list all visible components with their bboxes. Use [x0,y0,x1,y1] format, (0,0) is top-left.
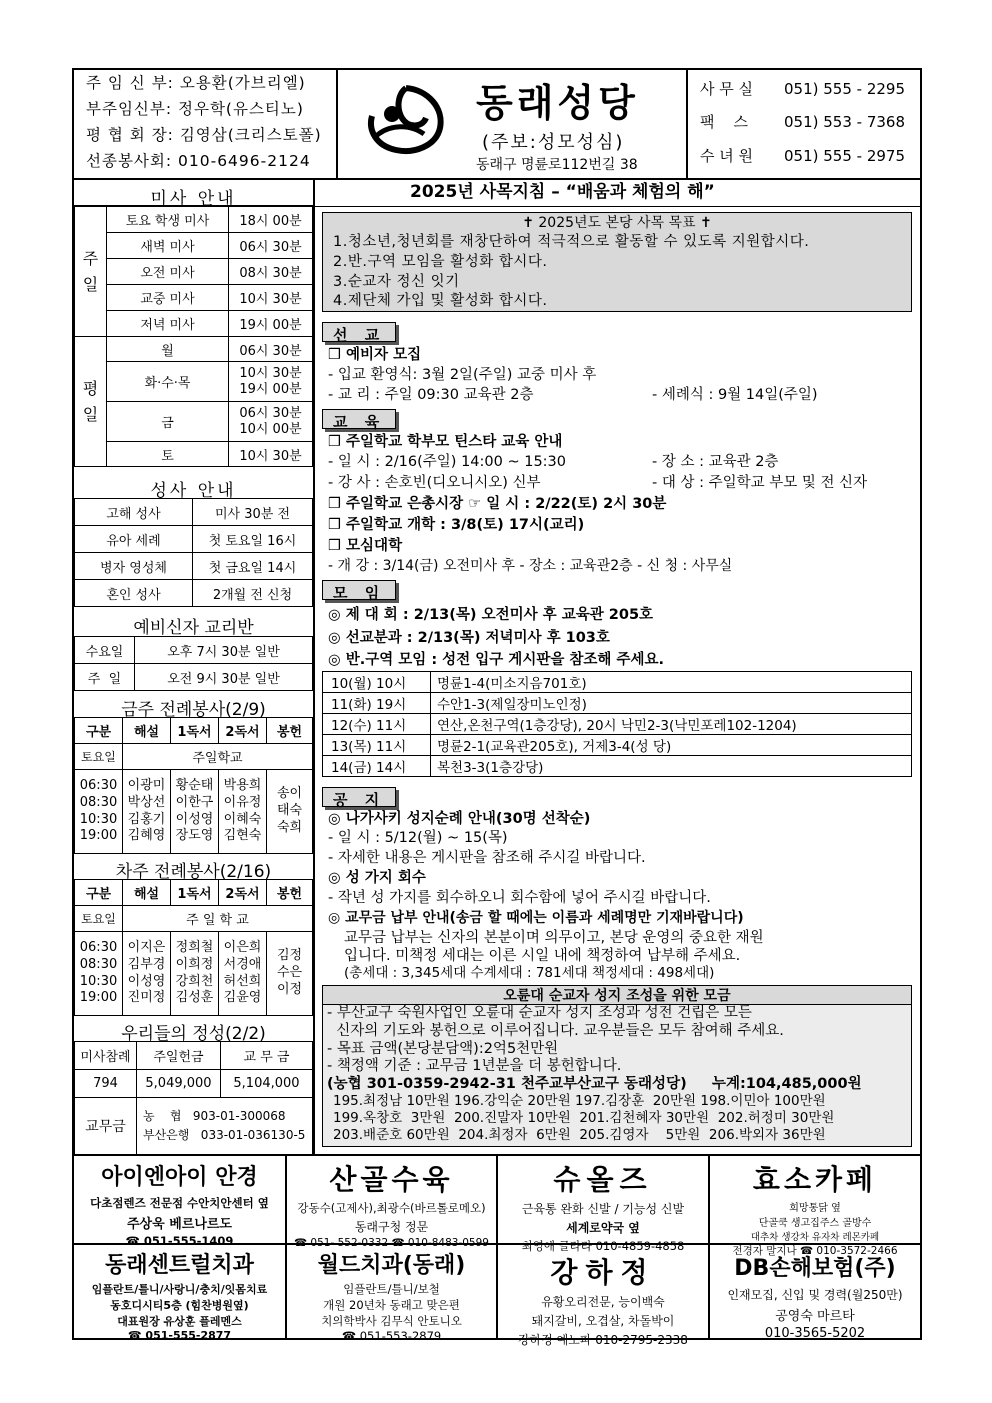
church-patron: (주보:성모성심) [482,132,625,153]
ad-central-dental: 동래센트럴치과 임플란트/틀니/사랑니/충치/잇몸치료 동호디시티5층 (힘찬병원옆) 대표원장 유상훈 플레멘스 ☎ 051-555-2877 [91,1253,268,1342]
mass-title: 미사 안내 [74,180,313,206]
fundraising-line: 신자의 기도와 봉헌으로 이루어집니다. 교우분들은 모두 참여해 주세요. [327,1023,784,1039]
ministry-next-title: 차주 전례봉사(2/16) [115,862,272,882]
fundraising-line: - 목표 금액(본당분담액):2억5천만원 [327,1041,559,1057]
goal-item: 2.반.구역 모임을 활성화 합시다. [333,254,548,270]
edu-line: - 일 시 : 2/16(주일) 14:00 ~ 15:30 [328,454,567,470]
meeting-line: ◎ 반.구역 모임 : 성전 입구 게시판을 참조해 주세요. [328,652,664,668]
church-address: 동래구 명륜로112번길 38 [476,157,638,173]
fundraising-line: - 책정액 기준 : 교무금 1년분을 더 봉헌합니다. [327,1058,622,1074]
bank-nonghyup: 농 협 903-01-300068 [143,1108,286,1123]
notice-line: 입니다. 미책정 세대는 이른 시일 내에 책정하여 납부해 주세요. [344,948,741,964]
edu-line: ❒ 주일학교 학부모 틴스타 교육 안내 [328,434,563,450]
contact-office-label: 사 무 실 [700,80,754,98]
goal-item: 4.제단체 가입 및 활성화 합시다. [333,293,548,309]
notice-line: 교무금 납부는 신자의 본분이며 의무이고, 본당 운영의 중요한 재원 [344,930,764,946]
edu-line: - 장 소 : 교육관 2층 [652,454,779,470]
notice-line: (총세대 : 3,345세대 수계세대 : 781세대 책정세대 : 498세대) [344,965,715,981]
sunday-label: 주 일 [75,207,107,337]
section-meeting: 모 임 [322,580,396,600]
section-notice: 공 지 [322,787,396,807]
fundraising-box [322,985,912,1147]
ad-inai: 아이엔아이 안경 다초점렌즈 전문점 수안치안센터 옆 주상욱 베르나르도 ☎ 051-555-1409 [90,1165,269,1248]
donor-line: 195.최정남 10만원 196.강익순 20만원 197.김장훈 20만원 198.이민아 100만원 [333,1093,826,1109]
header-associate: 부주임신부: 정우학(유스티노) [86,100,304,118]
donor-line: 203.배준호 60만원 204.최정자 6만원 205.김영자 5만원 206.박외자 36만원 [333,1127,826,1143]
contact-fax-label: 팩 스 [700,113,749,131]
offering-table: 미사참례 주일헌금 교 무 금 794 5,049,000 5,104,000 [74,1041,313,1098]
contact-convent-label: 수 녀 원 [700,147,754,165]
notice-line: ◎ 나가사키 성지순례 안내(30명 선착순) [328,811,591,827]
fundraising-line: - 부산교구 숙원사업인 오륜대 순교자 성지 조성과 성전 건립은 모든 [327,1005,752,1021]
goal-item: 1.청소년,청년회를 재창단하여 적극적으로 활동할 수 있도록 지원합시다. [333,234,810,250]
goal-item: 3.순교자 정신 잇기 [333,274,460,290]
tithe-label: 교무금 [75,1098,137,1155]
ad-restaurant: 강하정 유황오리전문, 능이백숙 돼지갈비, 오겹살, 차돌박이 강하정 예노파 010-2795-2338 [518,1256,688,1347]
section-mission: 선 교 [322,322,396,342]
tithe-table [74,1097,313,1155]
mission-line: - 세례식 : 9월 14일(주일) [652,387,818,403]
meeting-table: 10(월) 10시 명륜1-4(미소지음701호) 11(화) 19시 수안1-3(제일장미노인정) 12(수) 11시 연산,온천구역(1층강당), 20시 낙민2-3(낙민포레102-1204) 13(목) 11시 명륜2-1(교육관205호), 거제3-4(성 당) 14(금) 14시 복천3-3(1층강당) [322,671,912,777]
catechumen-table: 수요일 오후 7시 30분 일반 주 일 오전 9시 30분 일반 [74,636,313,691]
fundraising-title: 오륜대 순교자 성지 조성을 위한 모금 [503,988,731,1004]
main-title: 2025년 사목지침 – “배움과 체험의 해” [410,182,715,202]
notice-line: ◎ 성 가지 회수 [328,870,426,886]
goals-box [322,212,912,312]
edu-line: - 개 강 : 3/14(금) 오전미사 후 - 장소 : 교육관2층 - 신 청 : 사무실 [328,558,733,574]
mass-row: 토요 학생 미사 [107,207,229,233]
edu-line: - 대 상 : 주일학교 부모 및 전 신자 [652,475,868,491]
notice-line: - 자세한 내용은 게시판을 참조해 주시길 바랍니다. [328,850,646,866]
notice-line: - 일 시 : 5/12(월) ~ 15(목) [328,830,508,846]
weekday-label: 평 일 [75,337,107,467]
edu-line: ❒ 주일학교 개학 : 3/8(토) 17시(교리) [328,517,585,533]
church-name: 동래성당 [476,81,639,125]
goals-title: ✝ 2025년도 본당 사목 목표 ✝ [522,215,712,231]
mass-table: 주 일 토요 학생 미사 18시 00분 새벽 미사 06시 30분 오전 미사 08시 30분 교중 미사 10시 30분 저녁 미사 19시 00분 평 일 월 06시 30분 화·수·목 10시 30분 19시 00분 금 06시 30분 10시 00분 토 10시 30분 [74,206,313,467]
ad-shoes: 슈올즈 근육통 완화 신발 / 기능성 신발 세계로약국 옆 최영애 글라라 010-4859-4858 [521,1163,685,1253]
ministry-this-table: 구분 해설 1독서 2독서 봉헌 토요일 주일학교 06:30 08:30 10:30 19:00 이광미 박상선 김홍기 김혜영 황순태 이한구 이성영 장도영 박용희 이유정 이혜숙 김현숙 송이 태숙 숙희 [74,717,313,854]
mission-line: ❒ 예비자 모집 [328,347,422,363]
donor-line: 199.옥창호 3만원 200.진말자 10만원 201.김천혜자 30만원 202.허정미 30만원 [333,1110,835,1126]
ministry-this-title: 금주 전례봉사(2/9) [121,700,266,720]
ad-cafe: 효소카페 희망통닭 옆 단골쿡 생고집주스 골방수 대추차 생강차 유자차 레몬카페 전경자 말지나 ☎ 010-3572-2466 [732,1163,898,1257]
meeting-line: ◎ 선교분과 : 2/13(목) 저녁미사 후 103호 [328,630,610,646]
meeting-line: ◎ 제 대 회 : 2/13(목) 오전미사 후 교육관 205호 [328,607,654,623]
fundraising-account: (농협 301-0359-2942-31 천주교부산교구 동래성당) 누계:104,485,000원 [327,1076,862,1092]
edu-line: ❒ 주일학교 은총시장 ☞ 일 시 : 2/22(토) 2시 30분 [328,496,667,512]
bank-busan: 부산은행 033-01-036130-5 [143,1128,306,1142]
ministry-next-table: 구분 해설 1독서 2독서 봉헌 토요일 주 일 학 교 06:30 08:30 10:30 19:00 이지은 김부경 이성영 진미정 정희철 이희정 강희천 김성훈 이은희 서경애 허선희 김윤영 김정 수은 이정 [74,879,313,1016]
sacraments-title: 성사 안내 [150,481,237,501]
header-pastor: 주 임 신 부: 오용환(가브리엘) [86,74,306,92]
catechumen-title: 예비신자 교리반 [133,618,254,638]
mission-line: - 입교 환영식: 3월 2일(주일) 교중 미사 후 [328,367,597,383]
notice-line: ◎ 교무금 납부 안내(송금 할 때에는 이름과 세례명만 기재바랍니다) [328,910,744,926]
mission-line: - 교 리 : 주일 09:30 교육관 2층 [328,387,534,403]
section-education: 교 육 [322,409,396,429]
notice-line: - 작년 성 가지를 회수하오니 회수함에 넣어 주시길 바랍니다. [328,890,711,906]
header-funeral: 선종봉사회: 010-6496-2124 [86,152,311,170]
ad-world-dental: 월드치과(동래) 임플란트/틀니/보철 개원 20년차 동래고 맞은편 치의학박사 김무식 안토니오 ☎ 051-553-2879 [317,1253,466,1343]
ads-grid [74,1156,920,1347]
contact-fax-number: 051) 553 - 7368 [784,113,906,131]
header-contacts [686,70,920,178]
sacraments-table: 고해 성사 미사 30분 전 유아 세례 첫 토요일 16시 병자 영성체 첫 금요일 14시 혼인 성사 2개월 전 신청 [74,498,313,607]
contact-convent-number: 051) 555 - 2975 [784,147,906,165]
header-council: 평 협 회 장: 김영삼(크리스토폴) [86,126,322,144]
edu-line: - 강 사 : 손호빈(디오니시오) 신부 [328,475,541,491]
church-logo-icon [362,84,450,156]
ad-sangol: 산골수육 강동수(고제사),최광수(바르톨로메오) 동래구청 정문 ☎ 051- 552-0332 ☎ 010-8483-0599 [294,1163,489,1249]
contact-office-number: 051) 555 - 2295 [784,80,906,98]
edu-line: ❒ 모심대학 [328,538,403,554]
header-left [74,70,338,178]
offering-title: 우리들의 정성(2/2) [121,1024,266,1044]
ad-insurance: DB손해보험(주) 인재모집, 신입 및 경력(월250만) 공영숙 마르타 010-3565-5202 [727,1256,903,1341]
